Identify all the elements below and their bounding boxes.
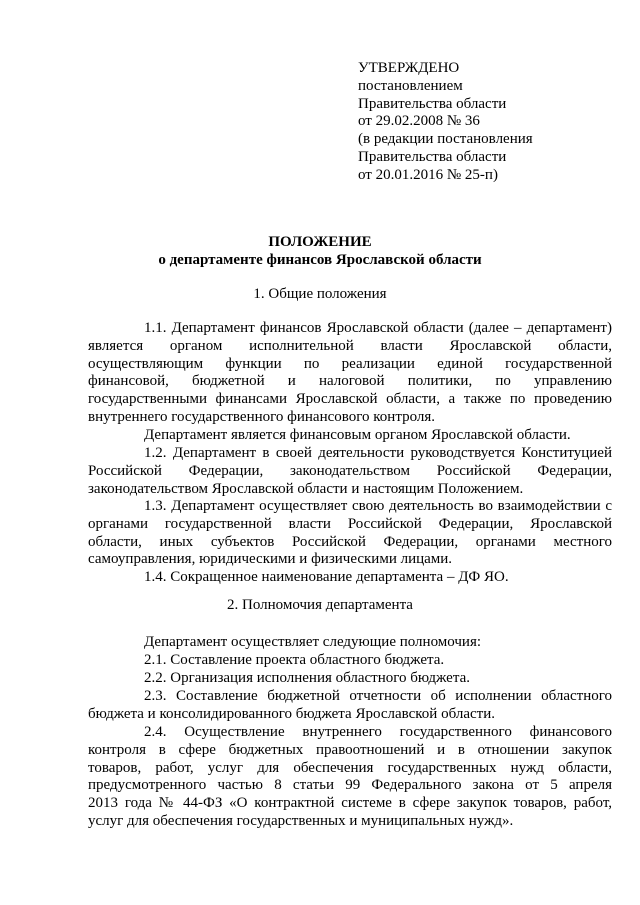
text-line: Российской Федерации, законодательством Российской Федерации, bbox=[88, 462, 612, 479]
text-line: 2013 года № 44-ФЗ «О контрактной системе в сфере закупок товаров, работ, bbox=[88, 795, 612, 812]
text-line: законодательством Ярославской области и настоящим Положением. bbox=[88, 480, 524, 497]
paragraph-2-1 bbox=[88, 652, 612, 670]
approval-line: Правительства области bbox=[358, 148, 507, 165]
text-line: Департамент осуществляет следующие полномочия: bbox=[144, 634, 482, 650]
text-line: области, иных субъектов Российской Федерации, органами местного bbox=[88, 533, 612, 550]
approval-line: постановлением bbox=[358, 77, 463, 94]
text-line: 1.1. Департамент финансов Ярославской области (далее – департамент) bbox=[144, 320, 612, 336]
approval-line: УТВЕРЖДЕНО bbox=[358, 60, 460, 76]
text-line: 2.4. Осуществление внутреннего государственного финансового bbox=[144, 724, 612, 740]
text-line: осуществляющим функции по реализации единой государственной bbox=[88, 355, 612, 372]
section-heading-2: 2. Полномочия департамента bbox=[227, 597, 413, 613]
text-line: является органом исполнительной власти Ярославской области, bbox=[88, 337, 612, 354]
section-heading-1: 1. Общие положения bbox=[253, 286, 387, 302]
text-line: 2.2. Организация исполнения областного бюджета. bbox=[144, 670, 470, 686]
document-subtitle: о департаменте финансов Ярославской области bbox=[158, 252, 482, 268]
text-line: 1.4. Сокращенное наименование департамента – ДФ ЯО. bbox=[144, 569, 509, 585]
text-line: контроля в сфере бюджетных правоотношений и в отношении закупок bbox=[88, 741, 612, 758]
text-line: органами государственной власти Российской Федерации, Ярославской bbox=[88, 515, 612, 532]
text-line: финансовой, бюджетной и налоговой политики, по управлению bbox=[88, 373, 612, 390]
approval-line: от 29.02.2008 № 36 bbox=[358, 113, 480, 130]
paragraph-2-intro bbox=[88, 634, 612, 652]
text-line: 2.1. Составление проекта областного бюджета. bbox=[144, 652, 445, 668]
text-line: бюджета и консолидированного бюджета Ярославской области. bbox=[88, 705, 495, 722]
text-line: самоуправления, юридическими и физическими лицами. bbox=[88, 551, 453, 568]
paragraph-1-3 bbox=[88, 498, 612, 569]
text-line: товаров, работ, услуг для обеспечения государственных нужд области, bbox=[88, 759, 612, 776]
text-line: 1.2. Департамент в своей деятельности руководствуется Конституцией bbox=[144, 445, 612, 461]
approval-line: (в редакции постановления bbox=[358, 131, 533, 148]
text-line: государственными финансами Ярославской области, а также по проведению bbox=[88, 391, 612, 408]
paragraph-1-1b bbox=[88, 427, 612, 445]
paragraph-2-2 bbox=[88, 670, 612, 688]
text-line: предусмотренного частью 8 статьи 99 Федерального закона от 5 апреля bbox=[88, 777, 612, 794]
text-line: услуг для обеспечения государственных и муниципальных нужд». bbox=[88, 812, 514, 829]
document-title: ПОЛОЖЕНИЕ bbox=[268, 234, 372, 250]
paragraph-2-3 bbox=[88, 688, 612, 724]
text-line: Департамент является финансовым органом Ярославской области. bbox=[144, 427, 571, 443]
approval-stamp bbox=[358, 60, 533, 185]
text-line: 2.3. Составление бюджетной отчетности об исполнении областного bbox=[144, 688, 612, 704]
paragraph-1-1 bbox=[88, 320, 612, 427]
approval-line: от 20.01.2016 № 25-п) bbox=[358, 166, 498, 183]
text-line: 1.3. Департамент осуществляет свою деятельность во взаимодействии с bbox=[144, 498, 612, 514]
paragraph-2-4 bbox=[88, 724, 612, 831]
text-line: внутреннего государственного финансового контроля. bbox=[88, 408, 436, 425]
paragraph-1-2 bbox=[88, 445, 612, 498]
paragraph-1-4 bbox=[88, 569, 612, 587]
approval-line: Правительства области bbox=[358, 95, 507, 112]
